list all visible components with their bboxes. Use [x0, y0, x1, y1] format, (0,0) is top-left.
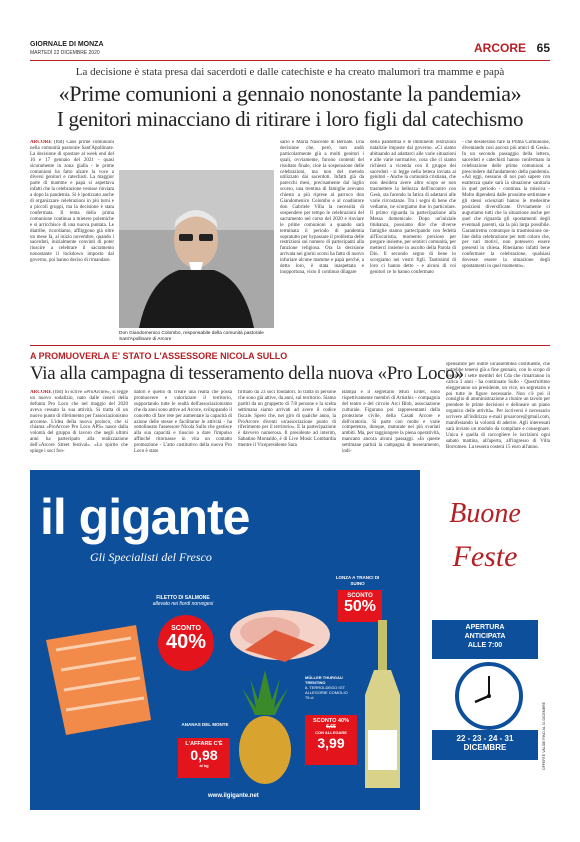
salmon-label — [148, 595, 218, 607]
page-number: 65 — [536, 41, 550, 55]
pork-discount-label: SCONTO — [347, 593, 373, 599]
wine-label — [305, 675, 360, 700]
article2-column-2: datori è quello di creare una realtà che possa promuovere e valorizzare il territorio, supportando tutte le realtà dell'associazionismo che da anni sono attive ad Arcore, sviluppando il concetto di fare rete per aumentare la capacità di azione delle stesse e facilitarne le attività - ha sottolineato l'assessore Nicola Sullo che gestisce alla sua capacità e riuscire a dare l'impulso affinché ritornasse in vita un contatto promozione - L'atto costitutivo della nuova Pro Loco è stato — [134, 390, 232, 455]
article2-lead: ARCORE — [30, 390, 52, 395]
holiday-dates: 22 - 23 - 24 - 31 — [456, 734, 514, 743]
article1-headline: «Prime comunioni a gennaio nonostante la pandemia» — [58, 81, 522, 106]
wine-desc: IL TERROLDEGO IGT ALLEGORIE COMOLIO — [305, 685, 348, 695]
article1-lead: ARCORE — [30, 140, 52, 145]
wine-size: 75 cl — [305, 695, 314, 700]
salmon-discount-label: SCONTO — [171, 625, 201, 632]
clock-face — [459, 666, 519, 726]
paper-date: MARTEDÌ 22 DICEMBRE 2020 — [30, 50, 100, 56]
feste-line-1: Buone — [449, 498, 521, 529]
pineapple-price-label: L'AFFARE C'È — [185, 741, 223, 747]
pineapple-price-box — [178, 738, 230, 778]
wine-name: MÜLLER THURGAU TRENTINO — [305, 675, 343, 685]
section-name: ARCORE — [473, 41, 526, 55]
apertura-line-1: APERTURA — [465, 624, 505, 631]
article1-column-2: sario e Maria Nascente di Bernate. Una decisione che, però, non andò particolarmente giù a molti genitori i quali, ovviamente, furono contenti del risultato finale, cioè la sospensione delle celebrazioni, ma non del metodo utilizzato dai sacerdoti. Infatti già da parecchi mesi, precisamente dal luglio scorso, una trentina di famiglie avevano chiesto a più riprese al parroco don Giandomenico Colombo e al coadiutore don Gabriele Villa la necessità di sospendere per tempo le celebrazioni del sacramento nel corso del 2020 e rinviare le prime comunioni a quando sarà terminata il periodo di pandemia sopratutto per bypassare il problema delle restrizioni sul numero di partecipanti alla funzione religiosa. Ora la decisione arrivata nei giorni scorsi ha fatto di nuovo infuriare alcune mamme e papà perché, a detta loro, è stata inaspettata e inopportuna, visto il continuo dilagare — [280, 140, 364, 275]
salmon-image — [36, 620, 156, 740]
article2-column-5: spensabile per indire un'assemblea costituente, che potrebbe tenersi già a fine gennaio, con lo scopo di eleggere i sette membri del Cda che rimarranno in carica 3 anni - ha continuato Sullo - Quest'ultimo eleggeranno un presidente, un vice, un segretario e poi tutte le figure necessarie. Non c'è poi il consiglio di amministrazione a riunire un tavolo per prendere le prime decisioni e delineare un piano organico delle attività». Per iscriversi è necessario scrivere all'indirizzo e-mail proarcore@gmail.com, manifestando la volontà di aderire. Agli interessati sarà inviato un modulo da compilare e consegnare. Unica è quella di raccogliere le iscrizioni ogni sabato mattina, all'aperto, all'ingresso di Villa Borromeo. La tessera costerà 15 euro all'anno. — [446, 362, 550, 450]
pineapple-image — [230, 670, 300, 785]
clock-icon — [455, 662, 523, 730]
article2-column-4: Bampa e il segretario Mucì Erdet, sono rispettivamente membri di Artisthis - compagnia del teatro e del circolo Arci Blob, associazione culturale. Figurano poi rappresentanti della protezione civile, della Casati Arcore e dell'oratorio. Si parte con molte e varie competenze, dunque, maturate nei più svariati ambiti. Ma, per raggiungere la piena operatività, mancano ancora alcuni passaggi. «In queste settimane partirà la campagna di tesseramento, indi- — [342, 390, 440, 455]
article1-col1-text: (fbd) Caos prime comunioni nella comunità pastorale Sant'Apollinare. La decisione di spostare al week end del 16 e 17 gennaio del 2021 - quasi sicuramente in zona gialla - le prime comunioni ha fatto alzare la voce a diversi genitori e catechisti. La maggior parte di mamme e papà si aspettava infatti che la celebrazione venisse rinviata a dopo la pandemia. Si è ipotizzato anche di organizzare celebrazioni in più turni e a piccoli gruppi, ma la decisione è stata confermata. Il tema della prima comunione continua a mietere polemiche e si arricchisce di una nuova puntata. Le diatribe, ricordiamo, affliggono già oltre un mese fa, al inizio novembre, quando i sacerdoti, inizialmente convinti di poter riuscire a celebrare il sacramento nonostante il lockdown imposto dal governo, poi hanno deciso di rimandare. — [30, 140, 114, 264]
pork-loin-name: LONZA A TRANCI DI SUINO — [335, 575, 380, 586]
article1-above-photo — [119, 140, 274, 168]
il-gigante-advertisement — [30, 470, 550, 810]
feste-line-2: Feste — [452, 540, 518, 573]
wine-discount-label: SCONTO 40% — [313, 718, 349, 724]
article1-column-4: - che desiderano fare la Prima Comunione, diventando così ancora più amici di Gesù». In un secondo passaggio della lettera, sacerdoti e catechisti hanno confermato la celebrazione delle prime comunioni a prescindere dall'andamento della pandemia. «Ad oggi, nessuno di noi può sapere con esattezza quale sarà la situazione sanitaria in quel periodo - continua la missiva - Molto dipenderà dalle prossime settimane e gli stessi scienziati hanno le medesime posizioni diversificate. Ovviamente ci auguriamo tutti che la situazione anche per quel che riguarda gli spostamenti degli eventuali parenti, sia la più larga possibile. Garantiremo comunque la trasmissione on-line della celebrazione per tutti coloro che, per vari motivi, non potessero essere presenti in chiesa. Riteniamo infatti bene confermare la celebrazione, qualsiasi dovesse essere la situazione degli spostamenti in quel momento». — [462, 140, 550, 270]
paper-name: GIORNALE DI MONZA — [30, 41, 104, 48]
photo-caption: Don Giandomenico Colombo, responsabile della comunità pastorale Sant'Apollinare di Arcore — [119, 331, 264, 342]
article2-headline: Via alla campagna di tesseramento della nuova «Pro Loco» — [30, 363, 464, 384]
newspaper-page — [30, 40, 550, 820]
article2-column-3: firmato da 23 soci fondatori. Si tratta di persone che sono già attive, da anni, sul territorio. Siamo partiti da un gruppetto di 7/8 persone e la scelta settimana siamo arrivati ad avere il codice fiscale. Spero che, nei giro di qualche anno, la ProArcore diventi un'associazione punto di riferimento per il territorio». E la partecipazione è davvero numerosa. Il presidente ad interim, Sabatino Montaldo, è di Live Music Lombardia mentre il Vicepresidente Sara — [238, 390, 336, 449]
priest-photo — [119, 170, 274, 328]
pork-discount: 50% — [343, 598, 377, 615]
section-divider — [30, 345, 550, 346]
pork-loin-image — [225, 590, 335, 665]
article2-col1-text: (fbd) Si scrive «ProArcore», si legge un nuovo sodalizio, nato dalle ceneri della defunta Pro Loco che nel maggio del 2020 aveva cessato la sua attività. Si tratta di un nuovo punto di riferimento per l'associazionismo arcorese. L'idea della nuova proloco, che si chiama «ProArcore Pro Loco APS» nasce dalla volontà del gruppo di lavoro che negli ultimi anni ha partecipato alla realizzazione dell'«Arcore Street festival». «Lo spirito che spinge i soci fon- — [30, 390, 128, 455]
wine-old-price: 6,65 — [326, 724, 336, 730]
dates-box — [432, 730, 538, 760]
pineapple-price: 0,98 — [190, 747, 218, 763]
pineapple-unit: al kg — [199, 763, 209, 768]
article2-kicker: A PROMUOVERLA E' STATO L'ASSESSORE NICOLA SULLO — [30, 351, 288, 361]
pork-discount-box — [338, 590, 382, 622]
wine-price: 3,99 — [317, 735, 345, 751]
article1-kicker: La decisione è stata presa dai sacerdoti e dalle catechiste e ha creato malumori tra mamme e papà — [75, 66, 505, 78]
salmon-name: FILETTO DI SALMONE — [156, 595, 210, 601]
holiday-panel — [420, 470, 550, 810]
article2-column-1 — [30, 390, 128, 466]
apertura-box — [432, 620, 538, 659]
brand-logo: il gigante — [40, 489, 250, 545]
masthead — [30, 40, 550, 61]
article1-column-3: della pandemia e le imminenti restrizioni natalizie imposte dal governo. «Ci siamo abituando ad adattarci alle varie situazioni e alle varie normative, cosa che ci siamo richiesti a vicenda con il gruppo dei sacerdoti - si legge nella lettera inviata ai genitori - Anche la comunità cristiana, che non desidera avere altro scopo se non trasmettere la bellezza dell'incontro con Gesù, sta facendo la fatica di adattarsi alle varie circostanze. Tra i segni di bene che vediamo, ne scorgiamo due in particolare. Il primo riguarda la partecipazione alla Messa domenicale. Dopo un'iniziale titubanza, possiamo dire che diverse famiglie stanno partecipando con fedeltà all'Eucaristia, momento prezioso per pregare insieme, per sentirci comunità, per metterci insieme in ascolto della Parola di Dio. Il secondo segno di bene lo scorgiamo nei vostri figli. Tantissimi di loro ci hanno detto - e alcuni di voi genitori ce lo hanno confermato — [370, 140, 456, 275]
salmon-desc: allevato nei fiordi norvegesi — [152, 601, 214, 607]
apertura-line-2: ANTICIPATA — [464, 633, 506, 640]
salmon-discount-badge — [158, 615, 214, 671]
wine-price-box — [305, 715, 357, 765]
ad-website[interactable]: www.ilgigante.net — [208, 793, 259, 799]
holiday-month: DICEMBRE — [463, 743, 507, 752]
wine-bottle-image — [360, 620, 405, 790]
article1-column-1 — [30, 140, 114, 340]
priest-silhouette — [119, 170, 274, 328]
wine-card-label: CON ALLEGARE — [315, 730, 347, 735]
brand-tagline: Gli Specialisti del Fresco — [90, 550, 212, 564]
apertura-line-3: ALLE 7:00 — [467, 642, 503, 649]
salmon-discount: 40% — [165, 631, 207, 653]
pineapple-name: ANANAS DEL MONTE — [181, 722, 229, 727]
article1-subheadline: I genitori minacciano di ritirare i loro figli dal catechismo — [56, 107, 524, 131]
offer-validity: OFFERTE VALIDE FINO AL 31 DICEMBRE — [542, 701, 546, 770]
